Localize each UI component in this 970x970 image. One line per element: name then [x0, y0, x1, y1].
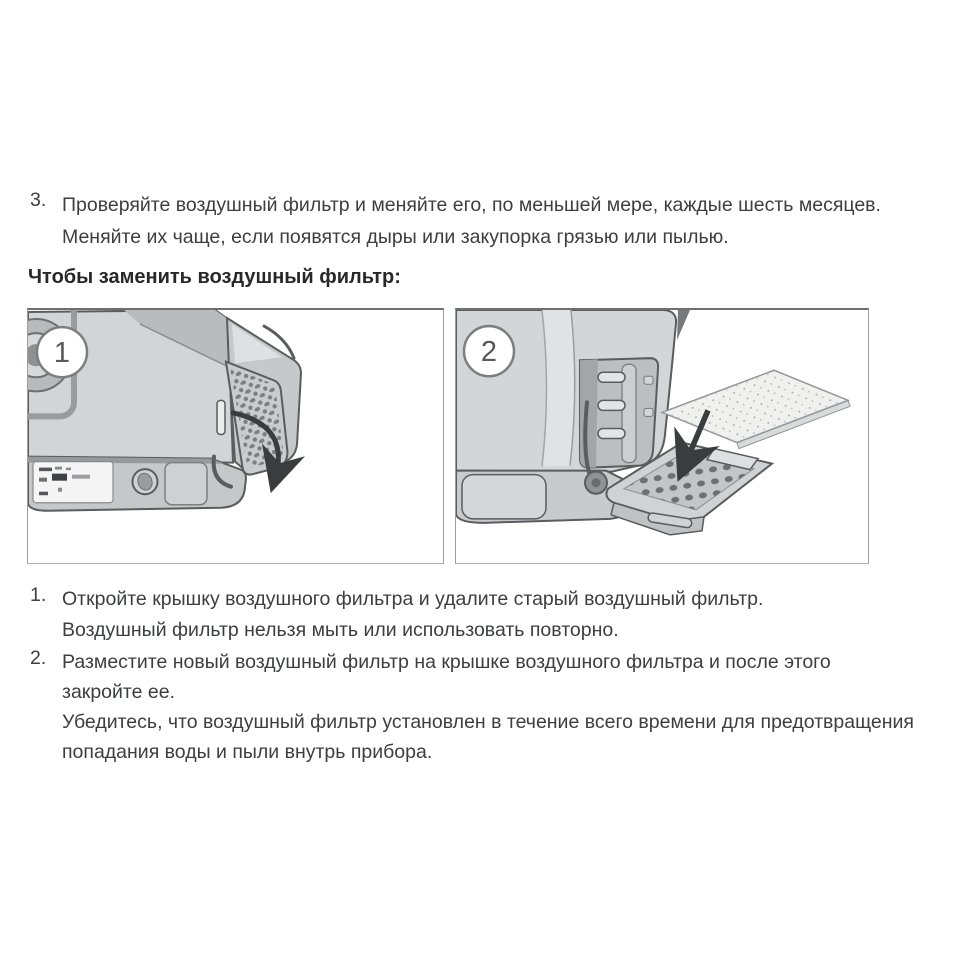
step-2-text [62, 647, 914, 767]
intro-step-line-2: Меняйте их чаще, если появятся дыры или закупорка грязью или пылью. [62, 226, 729, 248]
section-heading: Чтобы заменить воздушный фильтр: [28, 266, 401, 288]
step-2-line-1: Разместите новый воздушный фильтр на крышке воздушного фильтра и после этого [62, 651, 831, 673]
filter-compartment [580, 358, 658, 467]
step-2-line-4: попадания воды и пыли внутрь прибора. [62, 741, 433, 763]
intro-step-line-1: Проверяйте воздушный фильтр и меняйте его, по меньшей мере, каждые шесть месяцев. [62, 194, 881, 216]
filter-pad [662, 370, 850, 448]
step-2-line-2: закройте ее. [62, 681, 175, 703]
intro-step-text [62, 189, 881, 253]
figure-1-badge [37, 327, 87, 377]
figure-2-panel [455, 308, 869, 564]
step-1-marker: 1. [30, 584, 47, 606]
figure-1-panel [27, 308, 444, 564]
cover-latch [217, 400, 225, 434]
step-1-line-2: Воздушный фильтр нельзя мыть или использовать повторно. [62, 619, 619, 641]
device-insert-filter-illustration [456, 310, 868, 563]
step-1-text [62, 584, 763, 646]
step-2-marker: 2. [30, 647, 47, 669]
device-open-filter-cover-illustration [28, 310, 443, 563]
step-2-line-3: Убедитесь, что воздушный фильтр установлен в течение всего времени для предотвращения [62, 711, 914, 733]
retainer-pegs [598, 372, 625, 438]
intro-step-marker: 3. [30, 189, 47, 211]
figure-2-badge-number: 2 [480, 336, 498, 369]
figure-2-badge [464, 326, 514, 376]
figure-1-badge-number: 1 [53, 337, 71, 370]
step-1-line-1: Откройте крышку воздушного фильтра и удалите старый воздушный фильтр. [62, 588, 764, 610]
device-base [28, 457, 246, 511]
